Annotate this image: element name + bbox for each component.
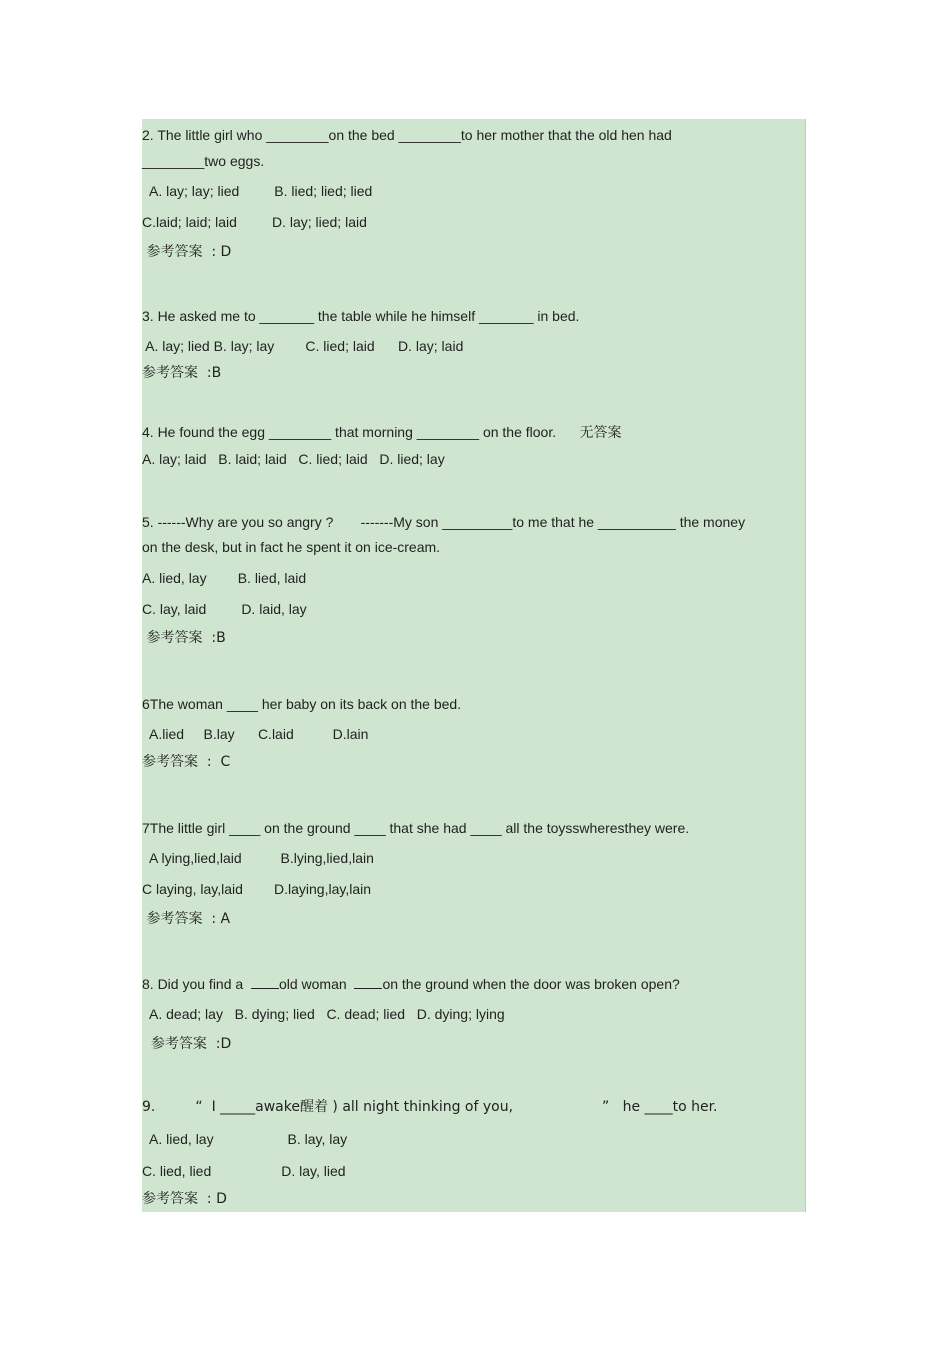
question-4-text: 4. He found the egg ________ that morning ________ on the floor. 无答案 <box>142 424 622 440</box>
question-8-answer: 参考答案 :D <box>142 1036 232 1052</box>
question-4-options: A. lay; laid B. laid; laid C. lied; laid D. lied; lay <box>142 451 445 467</box>
question-7-answer: 参考答案 : A <box>142 911 231 927</box>
question-2-text-line-1: 2. The little girl who ________on the bed ________to her mother that the old hen had <box>142 127 672 143</box>
question-6-options: A.lied B.lay C.laid D.lain <box>142 726 369 742</box>
question-8-text-part-1: 8. Did you find a <box>142 976 251 992</box>
question-7-options-line-2: C laying, lay,laid D.laying,lay,lain <box>142 881 372 897</box>
question-8-text-part-2: old woman <box>278 976 355 992</box>
question-2-answer: 参考答案 : D <box>142 244 232 260</box>
question-2-options-line-2: C.laid; laid; laid D. lay; lied; laid <box>142 214 367 230</box>
question-5-options-line-1: A. lied, lay B. lied, laid <box>142 570 307 586</box>
question-5-options-line-2: C. lay, laid D. laid, lay <box>142 601 307 617</box>
question-9-text: 9. “ I _____awake醒着 ) all night thinking of you, ” he ____to her. <box>142 1099 718 1115</box>
question-5-text-line-2: on the desk, but in fact he spent it on ice-cream. <box>142 539 441 555</box>
question-6-text: 6The woman ____ her baby on its back on the bed. <box>142 696 462 712</box>
question-8-options: A. dead; lay B. dying; lied C. dead; lied D. dying; lying <box>142 1006 505 1022</box>
question-8-text-part-3: on the ground when the door was broken open? <box>382 976 680 992</box>
question-8-blank-2 <box>354 975 382 989</box>
question-5-answer: 参考答案 :B <box>142 630 226 646</box>
question-7-text: 7The little girl ____ on the ground ____ that she had ____ all the toysswheresthey were. <box>142 820 690 836</box>
question-9-options-line-2: C. lied, lied D. lay, lied <box>142 1163 346 1179</box>
question-5-text-line-1: 5. ------Why are you so angry ? -------My son _________to me that he __________ the money <box>142 514 746 530</box>
question-2-text-line-2: ________two eggs. <box>142 153 265 169</box>
question-9-options-line-1: A. lied, lay B. lay, lay <box>142 1131 348 1147</box>
question-7-options-line-1: A lying,lied,laid B.lying,lied,lain <box>142 850 374 866</box>
question-8-text <box>142 975 680 993</box>
question-panel <box>142 119 806 1212</box>
question-9-answer: 参考答案 : D <box>142 1191 227 1207</box>
question-3-answer: 参考答案 :B <box>142 365 222 381</box>
question-3-text: 3. He asked me to _______ the table while he himself _______ in bed. <box>142 308 580 324</box>
question-2-options-line-1: A. lay; lay; lied B. lied; lied; lied <box>142 183 373 199</box>
question-3-options: A. lay; lied B. lay; lay C. lied; laid D. lay; laid <box>142 338 464 354</box>
question-8-blank-1 <box>251 975 279 989</box>
question-6-answer: 参考答案 : C <box>142 754 231 770</box>
